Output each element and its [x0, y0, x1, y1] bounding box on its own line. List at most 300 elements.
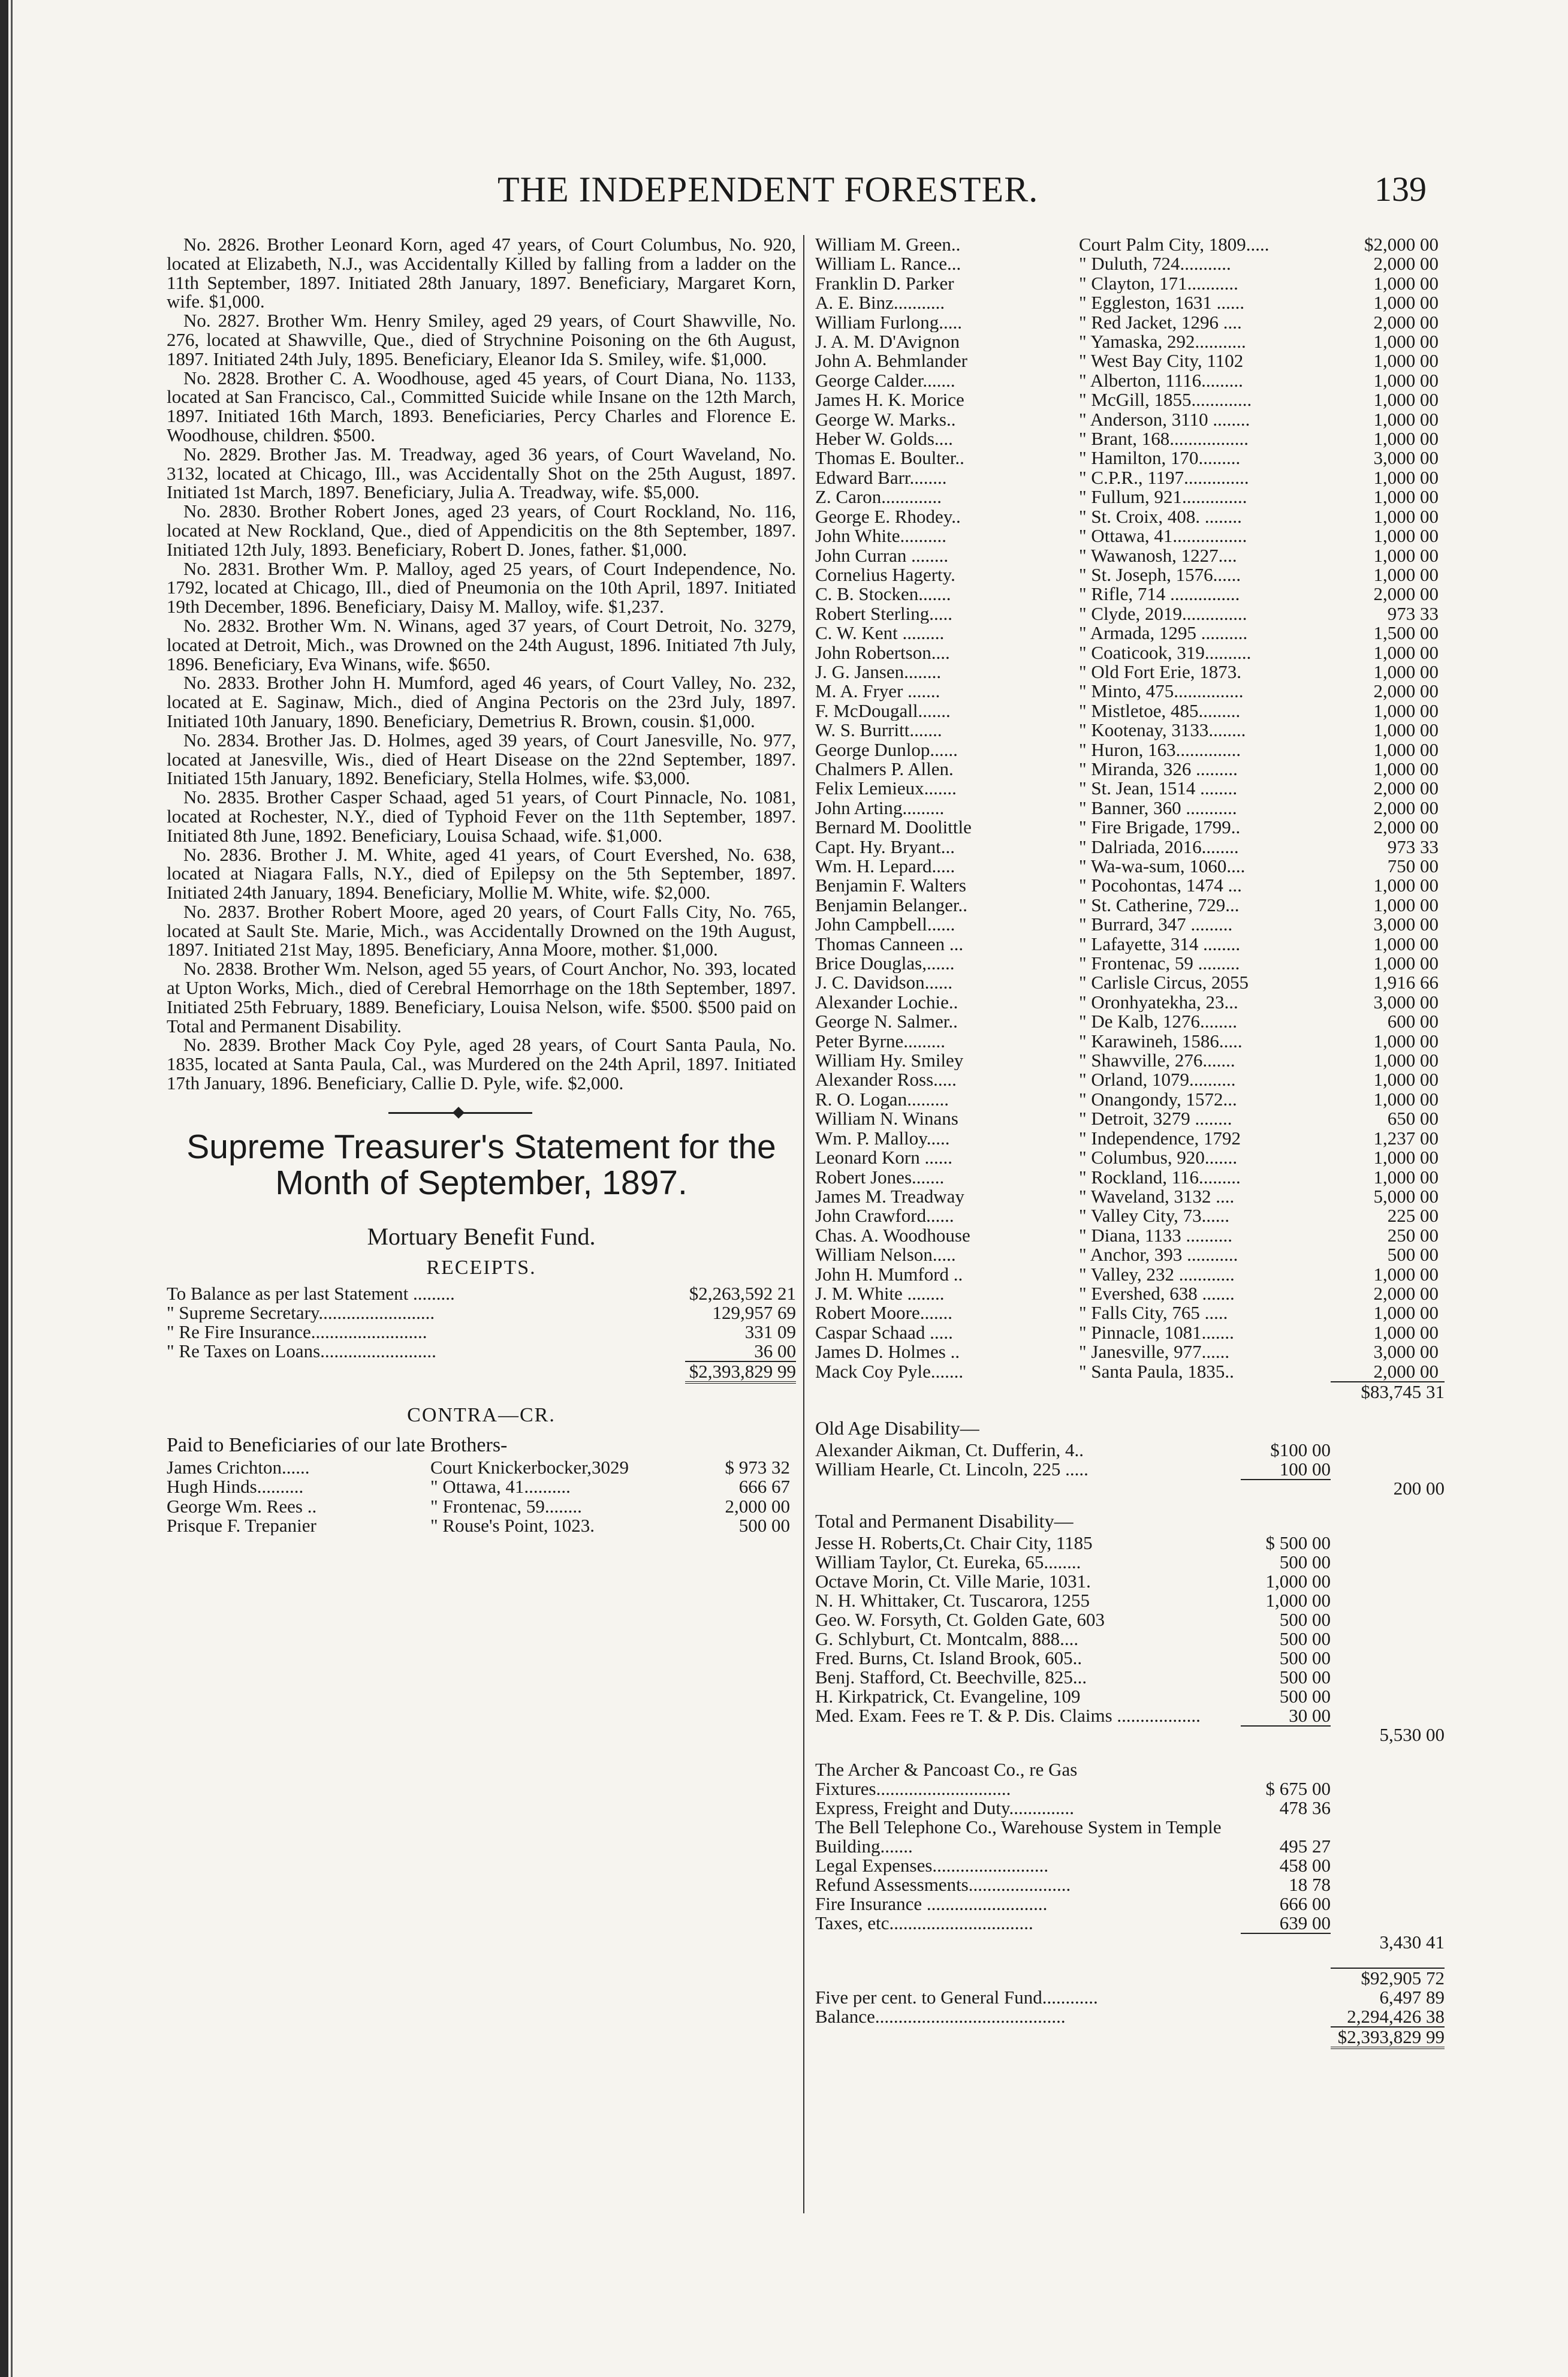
- old-age-row: [815, 1460, 1445, 1479]
- beneficiary-row: [815, 1090, 1445, 1109]
- beneficiary-row: [167, 1477, 796, 1496]
- old-age-row: [815, 1441, 1445, 1460]
- receipt-row: [167, 1303, 796, 1322]
- total-perm-list: [815, 1534, 1445, 1725]
- total-perm-row-spacer: [1331, 1610, 1445, 1629]
- beneficiary-name: John Robertson....: [815, 643, 950, 662]
- beneficiary-court: " Anderson, 3110 ........: [1079, 409, 1250, 430]
- beneficiary-row: [815, 487, 1445, 507]
- beneficiary-amount: 2,000 00: [1373, 253, 1439, 275]
- beneficiary-amount: 2,000 00: [1373, 311, 1439, 333]
- beneficiary-row: [815, 1206, 1445, 1225]
- expense-row-spacer: [1331, 1894, 1445, 1914]
- balance-amount: 2,294,426 38: [1347, 2005, 1445, 2027]
- beneficiary-row: [815, 1032, 1445, 1051]
- balance-row: [815, 2007, 1445, 2026]
- beneficiary-court: Court Palm City, 1809.....: [1079, 235, 1270, 255]
- beneficiary-amount: 2,000 00: [1373, 778, 1439, 799]
- beneficiary-court: " Miranda, 326 .........: [1079, 759, 1238, 779]
- receipts-table: [167, 1284, 796, 1361]
- beneficiary-amount: 1,000 00: [1373, 1302, 1439, 1324]
- beneficiary-amount: 600 00: [1387, 1011, 1439, 1032]
- beneficiary-name: John Arting.........: [815, 798, 945, 818]
- subtotal-amount: $92,905 72: [1331, 1968, 1445, 1988]
- total-perm-row-label: N. H. Whittaker, Ct. Tuscarora, 1255: [815, 1590, 1090, 1610]
- total-perm-row: [815, 1706, 1445, 1725]
- beneficiary-amount: 650 00: [1387, 1108, 1439, 1129]
- total-perm-row-spacer: [1331, 1687, 1445, 1706]
- five-percent-amount: 6,497 89: [1379, 1986, 1445, 2008]
- total-perm-row: [815, 1591, 1445, 1610]
- beneficiary-row: [815, 857, 1445, 876]
- expense-row-spacer: [1331, 1818, 1445, 1856]
- beneficiary-row: [815, 293, 1445, 312]
- beneficiary-court: " Ottawa, 41..........: [430, 1477, 571, 1497]
- paid-right-list: [815, 235, 1445, 1381]
- beneficiary-row: [815, 643, 1445, 662]
- beneficiary-name: Cornelius Hagerty.: [815, 565, 955, 585]
- beneficiary-court: " Yamaska, 292...........: [1079, 332, 1246, 352]
- beneficiary-amount: 1,000 00: [1373, 661, 1439, 682]
- beneficiary-amount: 1,000 00: [1373, 428, 1439, 450]
- beneficiary-court: " West Bay City, 1102: [1079, 351, 1244, 371]
- beneficiary-amount: 1,000 00: [1373, 700, 1439, 721]
- beneficiary-name: James M. Treadway: [815, 1186, 964, 1207]
- beneficiary-amount: 2,000 00: [1373, 817, 1439, 838]
- beneficiary-court: " Independence, 1792: [1079, 1128, 1241, 1149]
- beneficiary-court: " De Kalb, 1276........: [1079, 1012, 1238, 1032]
- old-age-row-spacer: [1331, 1460, 1445, 1479]
- beneficiary-amount: 666 67: [738, 1476, 790, 1498]
- beneficiary-court: " St. Catherine, 729...: [1079, 895, 1240, 915]
- beneficiary-name: Mack Coy Pyle.......: [815, 1361, 964, 1381]
- beneficiary-name: W. S. Burritt.......: [815, 721, 942, 740]
- beneficiary-amount: 750 00: [1387, 855, 1439, 876]
- total-perm-row-spacer: [1331, 1572, 1445, 1591]
- binding-line: [11, 0, 13, 2377]
- beneficiary-name: M. A. Fryer .......: [815, 682, 940, 701]
- beneficiary-row: [815, 254, 1445, 273]
- beneficiary-name: George Wm. Rees ..: [167, 1496, 317, 1517]
- beneficiary-court: " Evershed, 638 .......: [1079, 1284, 1235, 1304]
- beneficiary-amount: 1,000 00: [1373, 875, 1439, 896]
- expense-row-amount: 18 78: [1289, 1873, 1331, 1895]
- old-age-row-label: Alexander Aikman, Ct. Dufferin, 4..: [815, 1440, 1084, 1460]
- beneficiary-court: Court Knickerbocker,3029: [430, 1457, 629, 1478]
- beneficiary-name: Z. Caron.............: [815, 487, 942, 507]
- expense-row-label: The Archer & Pancoast Co., re Gas Fixtures.............................: [815, 1760, 1078, 1798]
- beneficiary-amount: 973 33: [1387, 836, 1439, 857]
- beneficiary-amount: 1,000 00: [1373, 1321, 1439, 1343]
- beneficiary-name: A. E. Binz...........: [815, 293, 945, 313]
- beneficiary-amount: 2,000 00: [1373, 680, 1439, 702]
- beneficiary-name: John A. Behmlander: [815, 351, 967, 371]
- paid-total-row: [815, 1381, 1445, 1402]
- total-perm-row-amount: 500 00: [1279, 1666, 1331, 1688]
- expense-row-spacer: [1331, 1875, 1445, 1894]
- beneficiary-name: George Dunlop......: [815, 740, 958, 760]
- beneficiary-amount: 1,000 00: [1373, 1030, 1439, 1052]
- beneficiary-amount: 1,237 00: [1373, 1127, 1439, 1149]
- page-header: [168, 169, 1427, 217]
- total-perm-row-label: H. Kirkpatrick, Ct. Evangeline, 109: [815, 1686, 1081, 1706]
- statement-heading: Supreme Treasurer's Statement for the Month of September, 1897.: [186, 1127, 776, 1202]
- expense-row: [815, 1818, 1445, 1856]
- beneficiary-amount: 1,000 00: [1373, 1088, 1439, 1110]
- receipt-label: " Re Taxes on Loans.........................: [167, 1341, 436, 1361]
- beneficiary-court: " Fire Brigade, 1799..: [1079, 818, 1241, 837]
- beneficiary-name: R. O. Logan.........: [815, 1089, 949, 1110]
- beneficiary-name: J. A. M. D'Avignon: [815, 332, 960, 352]
- beneficiary-court: " Columbus, 920.......: [1079, 1148, 1238, 1168]
- beneficiary-row: [815, 526, 1445, 546]
- total-perm-row-label: Jesse H. Roberts,Ct. Chair City, 1185: [815, 1533, 1093, 1553]
- beneficiary-name: William N. Winans: [815, 1109, 958, 1129]
- beneficiary-amount: 2,000 00: [1373, 583, 1439, 605]
- obituary-entry: No. 2828. Brother C. A. Woodhouse, aged 45 years, of Court Diana, No. 1133, located at San Francisco, Cal., Committed Suicide while Insane on the 12th March, 1897. Initiated 16th March, 1893. Beneficiaries, Percy Charles and Florence E. Woodhouse, children. $500.: [167, 367, 796, 445]
- beneficiary-name: James H. K. Morice: [815, 390, 964, 410]
- beneficiary-court: " Valley City, 73......: [1079, 1206, 1230, 1226]
- beneficiary-row: [815, 876, 1445, 895]
- beneficiary-amount: 1,000 00: [1373, 1263, 1439, 1285]
- beneficiary-court: " St. Croix, 408. ........: [1079, 507, 1242, 527]
- beneficiary-name: J. G. Jansen........: [815, 662, 942, 682]
- beneficiary-name: John H. Mumford ..: [815, 1264, 963, 1284]
- beneficiary-amount: 1,916 66: [1373, 972, 1439, 993]
- beneficiary-amount: 2,000 00: [1373, 1360, 1439, 1382]
- balance-label: Balance.........................................: [815, 2007, 1066, 2026]
- beneficiary-court: " C.P.R., 1197..............: [1079, 468, 1249, 488]
- total-perm-row-label: Benj. Stafford, Ct. Beechville, 825...: [815, 1667, 1087, 1687]
- beneficiary-amount: 2,000 00: [1373, 1282, 1439, 1304]
- expense-row-label: Taxes, etc...............................: [815, 1913, 1033, 1933]
- total-perm-row-label: Med. Exam. Fees re T. & P. Dis. Claims ..................: [815, 1706, 1201, 1725]
- beneficiary-row: [815, 779, 1445, 798]
- beneficiary-court: " Shawville, 276.......: [1079, 1051, 1235, 1071]
- beneficiary-row: [815, 1303, 1445, 1322]
- beneficiary-name: John Campbell......: [815, 915, 955, 935]
- beneficiary-row: [815, 1323, 1445, 1342]
- contra-title: CONTRA—CR.: [407, 1403, 556, 1426]
- beneficiary-name: William Furlong.....: [815, 312, 963, 333]
- total-perm-row-amount: 500 00: [1279, 1647, 1331, 1668]
- beneficiary-name: Heber W. Golds....: [815, 429, 953, 449]
- beneficiary-name: Franklin D. Parker: [815, 273, 954, 294]
- receipt-amount: 331 09: [744, 1321, 796, 1342]
- beneficiary-amount: 2,000 00: [1373, 797, 1439, 818]
- beneficiary-name: Wm. H. Lepard.....: [815, 857, 955, 876]
- total-perm-title: Total and Permanent Disability—: [815, 1510, 1074, 1532]
- beneficiary-row: [815, 896, 1445, 915]
- beneficiary-row: [815, 993, 1445, 1012]
- right-column: [815, 235, 1445, 2049]
- beneficiary-row: [815, 351, 1445, 370]
- beneficiary-row: [167, 1458, 796, 1477]
- old-age-row-label: William Hearle, Ct. Lincoln, 225 .....: [815, 1459, 1088, 1479]
- expense-row-label: Legal Expenses.........................: [815, 1855, 1049, 1875]
- expense-row-amount: 639 00: [1279, 1912, 1331, 1933]
- expense-row-amount: 478 36: [1279, 1797, 1331, 1818]
- beneficiary-court: " Santa Paula, 1835..: [1079, 1361, 1234, 1381]
- beneficiary-name: John White..........: [815, 526, 946, 546]
- beneficiary-amount: $ 973 32: [725, 1456, 790, 1478]
- beneficiary-amount: 1,000 00: [1373, 466, 1439, 488]
- beneficiary-name: William M. Green..: [815, 235, 961, 255]
- beneficiary-amount: 3,000 00: [1373, 991, 1439, 1013]
- old-age-total-row: [815, 1479, 1445, 1498]
- beneficiary-row: [815, 332, 1445, 351]
- beneficiary-name: George N. Salmer..: [815, 1012, 958, 1032]
- beneficiary-row: [815, 623, 1445, 643]
- expense-row-label: Express, Freight and Duty..............: [815, 1798, 1074, 1818]
- beneficiary-name: William Nelson.....: [815, 1245, 956, 1265]
- expense-row: [815, 1914, 1445, 1933]
- beneficiary-amount: 3,000 00: [1373, 914, 1439, 935]
- receipt-row: [167, 1322, 796, 1342]
- beneficiary-court: " Anchor, 393 ...........: [1079, 1245, 1238, 1265]
- column-divider: [803, 235, 804, 2213]
- beneficiary-amount: 250 00: [1387, 1224, 1439, 1246]
- five-percent-label: Five per cent. to General Fund............: [815, 1987, 1098, 2007]
- beneficiary-amount: 1,000 00: [1373, 544, 1439, 566]
- total-perm-row-amount: 1,000 00: [1265, 1589, 1331, 1611]
- expense-row-amount: 458 00: [1279, 1854, 1331, 1876]
- beneficiary-amount: 1,000 00: [1373, 739, 1439, 760]
- receipts-total: $2,393,829 99: [685, 1361, 796, 1384]
- beneficiary-court: " Pocohontas, 1474 ...: [1079, 876, 1242, 896]
- beneficiary-amount: 1,000 00: [1373, 486, 1439, 508]
- beneficiary-amount: 973 33: [1387, 602, 1439, 624]
- beneficiary-row: [815, 1226, 1445, 1245]
- beneficiary-row: [815, 604, 1445, 623]
- receipts-title: RECEIPTS.: [426, 1256, 536, 1279]
- total-perm-row-amount: $ 500 00: [1265, 1532, 1331, 1553]
- expense-row: [815, 1760, 1445, 1798]
- beneficiary-row: [815, 274, 1445, 293]
- beneficiary-row: [815, 662, 1445, 682]
- beneficiary-amount: 1,000 00: [1373, 564, 1439, 585]
- beneficiary-name: George W. Marks..: [815, 409, 956, 430]
- total-perm-row-label: Octave Morin, Ct. Ville Marie, 1031.: [815, 1571, 1091, 1591]
- beneficiary-amount: 1,000 00: [1373, 369, 1439, 391]
- expenses-total: 3,430 41: [1379, 1931, 1445, 1953]
- beneficiary-row: [815, 1109, 1445, 1128]
- grand-total: $2,393,829 99: [1331, 2026, 1445, 2049]
- beneficiary-name: William L. Rance...: [815, 254, 961, 274]
- beneficiary-name: C. W. Kent .........: [815, 623, 945, 643]
- beneficiary-amount: 1,000 00: [1373, 1147, 1439, 1168]
- beneficiary-court: " Diana, 1133 ..........: [1079, 1225, 1233, 1246]
- receipt-amount: 36 00: [754, 1340, 796, 1361]
- total-perm-row: [815, 1572, 1445, 1591]
- total-perm-total: 5,530 00: [1379, 1724, 1445, 1745]
- beneficiary-amount: 2,000 00: [725, 1495, 790, 1517]
- beneficiary-court: " Pinnacle, 1081.......: [1079, 1322, 1234, 1343]
- total-perm-row-amount: 500 00: [1279, 1551, 1331, 1572]
- total-perm-row: [815, 1629, 1445, 1649]
- beneficiary-court: " Lafayette, 314 ........: [1079, 934, 1241, 954]
- beneficiary-row: [815, 915, 1445, 934]
- beneficiary-court: " Coaticook, 319..........: [1079, 643, 1252, 662]
- page-number: 139: [1374, 170, 1427, 209]
- paid-title: Paid to Beneficiaries of our late Brothers-: [167, 1433, 508, 1456]
- beneficiary-row: [815, 837, 1445, 857]
- beneficiary-row: [815, 468, 1445, 487]
- obituary-entry: No. 2838. Brother Wm. Nelson, aged 55 years, of Court Anchor, No. 393, located at Upton Works, Mich., died of Cerebral Hemorrhage on the 18th September, 1897. Initiated 25th February, 1889. Beneficiary, Louisa Nelson, wife. $500. $500 paid on Total and Permanent Disability.: [167, 958, 796, 1037]
- old-age-total: 200 00: [1393, 1477, 1445, 1499]
- beneficiary-row: [815, 507, 1445, 526]
- beneficiary-amount: 3,000 00: [1373, 1341, 1439, 1363]
- total-perm-row-label: Geo. W. Forsyth, Ct. Golden Gate, 603: [815, 1610, 1105, 1629]
- beneficiary-court: " St. Jean, 1514 ........: [1079, 779, 1238, 799]
- beneficiary-court: " Oronhyatekha, 23...: [1079, 992, 1238, 1013]
- beneficiary-name: John Crawford......: [815, 1206, 954, 1226]
- beneficiary-court: " Carlisle Circus, 2055: [1079, 973, 1249, 993]
- obituary-entry: No. 2837. Brother Robert Moore, aged 20 years, of Court Falls City, No. 765, located at Sault Ste. Marie, Mich., was Accidentally Drowned on the 19th August, 1897. Initiated 21st May, 1895. Beneficiary, Anna Moore, mother. $1,000.: [167, 900, 796, 960]
- beneficiary-court: " Janesville, 977......: [1079, 1342, 1230, 1362]
- beneficiary-row: [815, 1342, 1445, 1361]
- beneficiary-row: [815, 973, 1445, 992]
- beneficiary-row: [815, 371, 1445, 390]
- beneficiary-court: " Frontenac, 59 .........: [1079, 954, 1240, 974]
- expense-row-spacer: [1331, 1798, 1445, 1818]
- receipt-label: To Balance as per last Statement .........: [167, 1284, 455, 1303]
- obituary-entry: No. 2829. Brother Jas. M. Treadway, aged 36 years, of Court Waveland, No. 3132, located at Chicago, Ill., was Accidentally Shot on the 25th August, 1897. Initiated 1st March, 1897. Beneficiary, Julia A. Treadway, wife. $5,000.: [167, 443, 796, 503]
- expense-row-spacer: [1331, 1760, 1445, 1798]
- section-ornament: [167, 1104, 796, 1122]
- five-percent-row: [815, 1988, 1445, 2007]
- beneficiary-name: Peter Byrne.........: [815, 1031, 945, 1052]
- beneficiary-row: [815, 1012, 1445, 1031]
- beneficiary-row: [815, 1187, 1445, 1206]
- beneficiary-name: J. C. Davidson......: [815, 973, 953, 993]
- beneficiary-court: " Onangondy, 1572...: [1079, 1089, 1237, 1110]
- beneficiary-court: " Detroit, 3279 ........: [1079, 1109, 1232, 1129]
- beneficiary-row: [815, 1148, 1445, 1167]
- beneficiary-name: Chalmers P. Allen.: [815, 759, 954, 779]
- total-perm-row: [815, 1553, 1445, 1572]
- beneficiary-court: " Brant, 168.................: [1079, 429, 1249, 449]
- grand-total-row: [815, 2026, 1445, 2049]
- expense-row: [815, 1798, 1445, 1818]
- beneficiary-name: Wm. P. Malloy.....: [815, 1128, 950, 1149]
- beneficiary-court: " Banner, 360 ...........: [1079, 798, 1237, 818]
- beneficiary-amount: 225 00: [1387, 1205, 1439, 1227]
- total-perm-row-amount: 500 00: [1279, 1608, 1331, 1630]
- obituary-entry: No. 2836. Brother J. M. White, aged 41 years, of Court Evershed, No. 638, located at Niagara Falls, N.Y., died of Epilepsy on the 5th September, 1897. Initiated 24th January, 1894. Beneficiary, Mollie M. White, wife. $2,000.: [167, 843, 796, 903]
- beneficiary-name: Bernard M. Doolittle: [815, 818, 972, 837]
- beneficiary-amount: 1,000 00: [1373, 719, 1439, 741]
- beneficiary-row: [815, 1284, 1445, 1303]
- beneficiary-name: William Hy. Smiley: [815, 1051, 964, 1071]
- beneficiary-amount: 1,000 00: [1373, 331, 1439, 353]
- beneficiary-name: J. M. White ........: [815, 1284, 945, 1304]
- beneficiary-court: " Falls City, 765 .....: [1079, 1303, 1228, 1323]
- beneficiary-court: " Kootenay, 3133........: [1079, 721, 1246, 740]
- receipt-label: " Supreme Secretary.........................: [167, 1303, 435, 1322]
- obituary-entry: No. 2830. Brother Robert Jones, aged 23 years, of Court Rockland, No. 116, located at New Rockland, Que., died of Appendicitis on the 8th September, 1897. Initiated 12th July, 1893. Beneficiary, Robert D. Jones, father. $1,000.: [167, 501, 796, 560]
- receipts-total-row: [167, 1361, 796, 1384]
- old-age-title: Old Age Disability—: [815, 1417, 979, 1439]
- beneficiary-name: C. B. Stocken.......: [815, 585, 951, 604]
- obituary-entry: No. 2832. Brother Wm. N. Winans, aged 37 years, of Court Detroit, No. 3279, located at Detroit, Mich., was Drowned on the 24th August, 1896. Initiated 7th July, 1896. Beneficiary, Eva Winans, wife. $650.: [167, 614, 796, 674]
- beneficiary-name: George E. Rhodey..: [815, 507, 961, 527]
- obituary-entry: No. 2834. Brother Jas. D. Holmes, aged 39 years, of Court Janesville, No. 977, located at Janesville, Wis., died of Heart Disease on the 22nd September, 1897. Initiated 15th January, 1892. Beneficiary, Stella Holmes, wife. $3,000.: [167, 729, 796, 789]
- beneficiary-name: Alexander Ross.....: [815, 1070, 957, 1090]
- receipt-row: [167, 1284, 796, 1303]
- beneficiary-court: " Rifle, 714 ...............: [1079, 585, 1240, 604]
- beneficiary-amount: 1,000 00: [1373, 933, 1439, 954]
- total-perm-row-spacer: [1331, 1649, 1445, 1668]
- beneficiary-amount: 1,000 00: [1373, 758, 1439, 779]
- beneficiary-court: " Waveland, 3132 ....: [1079, 1186, 1235, 1207]
- beneficiary-amount: 1,000 00: [1373, 350, 1439, 372]
- receipt-row: [167, 1342, 796, 1361]
- beneficiary-row: [815, 799, 1445, 818]
- expense-row-spacer: [1331, 1914, 1445, 1933]
- receipt-amount: $2,263,592 21: [689, 1282, 796, 1304]
- beneficiary-name: Benjamin F. Walters: [815, 876, 966, 896]
- beneficiary-name: Caspar Schaad .....: [815, 1322, 953, 1343]
- total-perm-row-amount: 500 00: [1279, 1628, 1331, 1649]
- beneficiary-amount: 3,000 00: [1373, 447, 1439, 469]
- beneficiary-court: " Burrard, 347 .........: [1079, 915, 1233, 935]
- beneficiary-name: Prisque F. Trepanier: [167, 1516, 316, 1536]
- total-perm-row-spacer: [1331, 1553, 1445, 1572]
- beneficiary-row: [815, 818, 1445, 837]
- old-age-row-amount: $100 00: [1270, 1439, 1331, 1460]
- obituary-list: [167, 235, 796, 1093]
- obituary-entry: No. 2826. Brother Leonard Korn, aged 47 years, of Court Columbus, No. 920, located at Elizabeth, N.J., was Accidentally Killed by falling from a ladder on the 11th September, 1897. Initiated 28th January, 1897. Beneficiary, Margaret Korn, wife. $1,000.: [167, 234, 796, 312]
- beneficiary-amount: 1,000 00: [1373, 641, 1439, 663]
- beneficiary-row: [815, 760, 1445, 779]
- beneficiary-row: [815, 313, 1445, 332]
- total-perm-row: [815, 1534, 1445, 1553]
- expense-row-amount: $ 675 00: [1265, 1778, 1331, 1799]
- beneficiary-amount: 1,000 00: [1373, 1069, 1439, 1090]
- beneficiary-amount: 1,000 00: [1373, 894, 1439, 915]
- beneficiary-name: George Calder.......: [815, 370, 955, 391]
- beneficiary-row: [167, 1516, 796, 1535]
- beneficiary-row: [167, 1497, 796, 1516]
- receipt-amount: 129,957 69: [712, 1302, 796, 1323]
- expense-row: [815, 1856, 1445, 1875]
- beneficiary-name: Thomas E. Boulter..: [815, 448, 964, 468]
- expense-row-label: Refund Assessments......................: [815, 1875, 1071, 1894]
- beneficiary-court: " Ottawa, 41................: [1079, 526, 1247, 546]
- beneficiary-amount: 1,000 00: [1373, 389, 1439, 411]
- beneficiary-amount: 5,000 00: [1373, 1185, 1439, 1207]
- total-perm-row: [815, 1649, 1445, 1668]
- beneficiary-row: [815, 410, 1445, 429]
- paid-left-list: [167, 1458, 796, 1536]
- paid-total: $83,745 31: [1331, 1381, 1445, 1402]
- fund-title: Mortuary Benefit Fund.: [367, 1222, 596, 1250]
- beneficiary-amount: 1,000 00: [1373, 505, 1439, 527]
- old-age-row-amount: 100 00: [1279, 1458, 1331, 1480]
- beneficiary-amount: 1,000 00: [1373, 953, 1439, 974]
- obituary-entry: No. 2827. Brother Wm. Henry Smiley, aged 29 years, of Court Shawville, No. 276, located at Shawville, Que., died of Strychnine Poisoning on the 6th August, 1897. Initiated 24th July, 1895. Beneficiary, Eleanor Ida S. Smiley, wife. $1,000.: [167, 310, 796, 369]
- left-column: [167, 235, 796, 1535]
- beneficiary-court: " Armada, 1295 ..........: [1079, 623, 1248, 643]
- beneficiary-court: " McGill, 1855.............: [1079, 390, 1252, 410]
- beneficiary-row: [815, 1168, 1445, 1187]
- beneficiary-amount: $2,000 00: [1364, 234, 1439, 255]
- beneficiary-court: " Duluth, 724...........: [1079, 254, 1231, 274]
- expense-row-spacer: [1331, 1856, 1445, 1875]
- expense-row-label: Fire Insurance ..........................: [815, 1894, 1048, 1914]
- beneficiary-amount: 1,000 00: [1373, 292, 1439, 314]
